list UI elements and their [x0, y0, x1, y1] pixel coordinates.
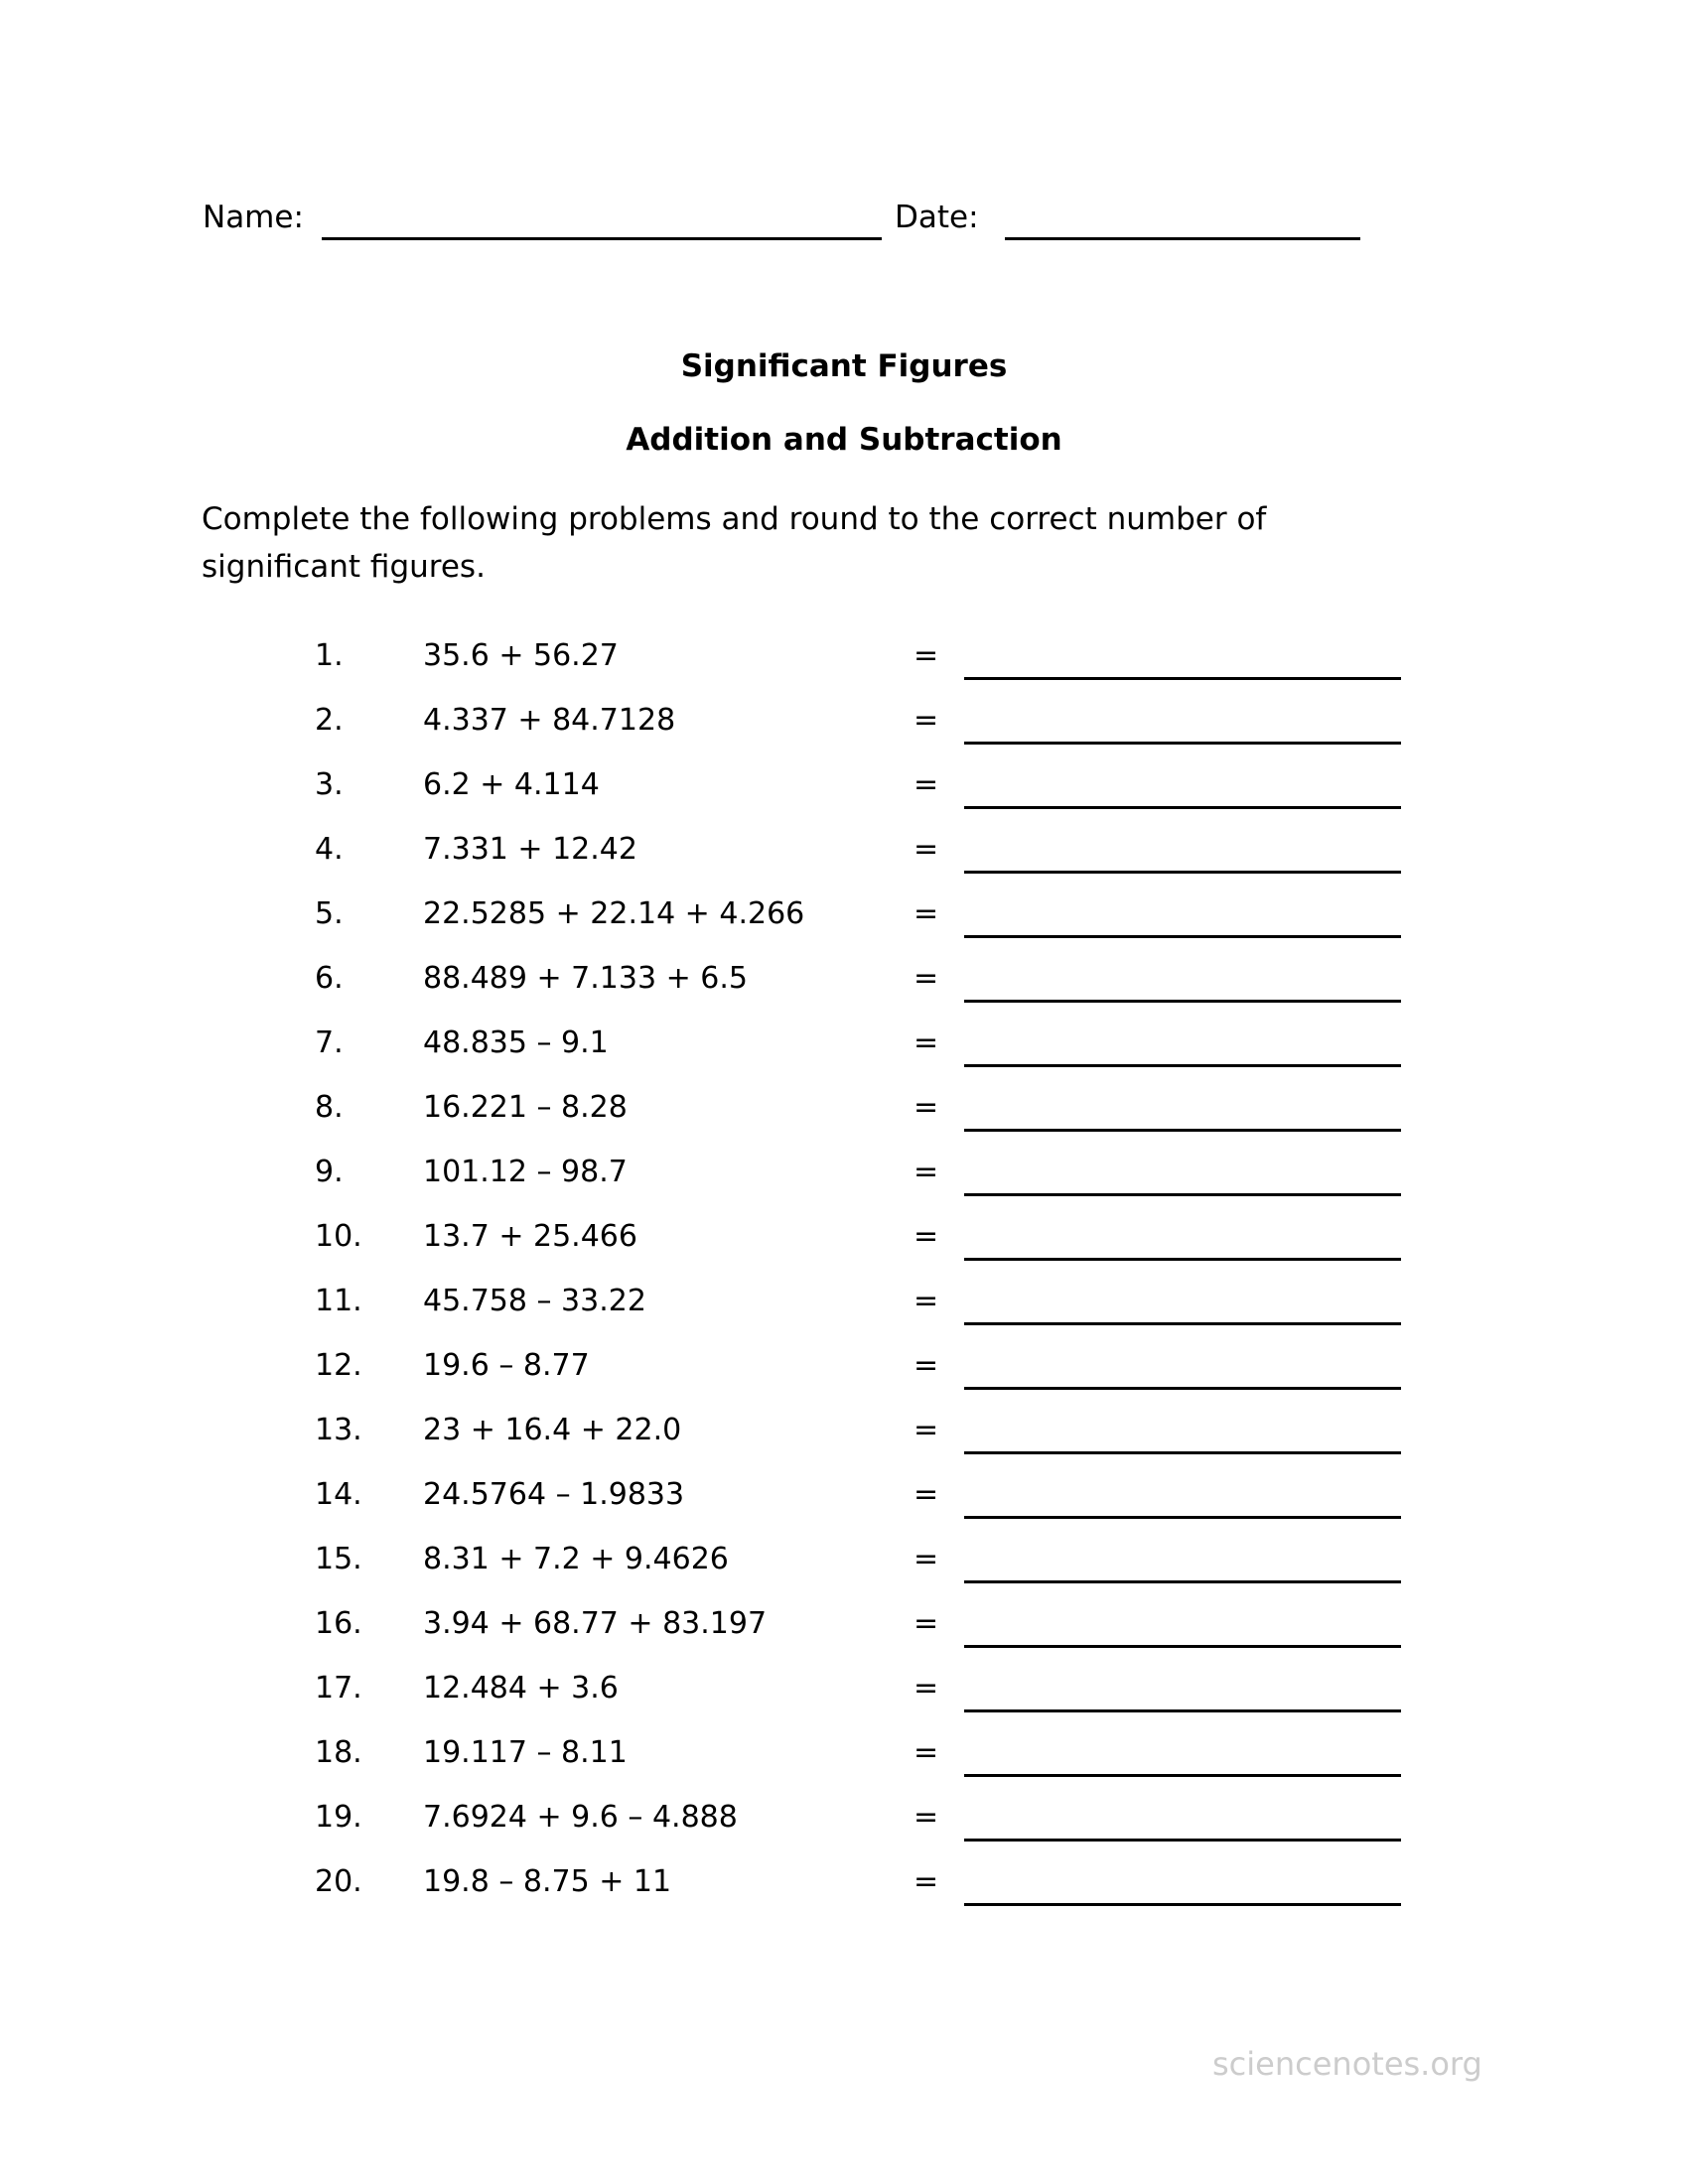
answer-blank-line[interactable]: [964, 1159, 1401, 1196]
problem-expression: 35.6 + 56.27: [423, 638, 619, 673]
problem-expression: 7.331 + 12.42: [423, 832, 637, 867]
problem-row: [0, 896, 1688, 961]
equals-sign: =: [914, 1864, 939, 1899]
equals-sign: =: [914, 1090, 939, 1125]
date-blank-line[interactable]: [1005, 203, 1360, 240]
problem-expression: 12.484 + 3.6: [423, 1671, 619, 1706]
problem-expression: 4.337 + 84.7128: [423, 703, 676, 738]
equals-sign: =: [914, 1542, 939, 1576]
problem-expression: 19.117 – 8.11: [423, 1735, 628, 1770]
problem-row: [0, 1477, 1688, 1542]
equals-sign: =: [914, 1025, 939, 1060]
answer-blank-line[interactable]: [964, 1868, 1401, 1906]
equals-sign: =: [914, 1413, 939, 1447]
equals-sign: =: [914, 767, 939, 802]
problem-row: [0, 1348, 1688, 1413]
answer-blank-line[interactable]: [964, 1739, 1401, 1777]
problem-expression: 13.7 + 25.466: [423, 1219, 637, 1254]
problem-row: [0, 767, 1688, 832]
problem-expression: 101.12 – 98.7: [423, 1155, 628, 1189]
problem-number: 3.: [315, 767, 344, 802]
equals-sign: =: [914, 1348, 939, 1383]
answer-blank-line[interactable]: [964, 1610, 1401, 1648]
answer-blank-line[interactable]: [964, 1417, 1401, 1454]
equals-sign: =: [914, 1477, 939, 1512]
problem-number: 4.: [315, 832, 344, 867]
instructions-text: Complete the following problems and round to the correct number of significant figures.: [202, 501, 1267, 585]
worksheet-title: Significant Figures: [680, 348, 1008, 384]
name-blank-line[interactable]: [322, 203, 882, 240]
problem-row: [0, 1542, 1688, 1606]
problem-row: [0, 961, 1688, 1025]
problem-number: 19.: [315, 1800, 362, 1835]
problem-expression: 8.31 + 7.2 + 9.4626: [423, 1542, 729, 1576]
answer-blank-line[interactable]: [964, 1029, 1401, 1067]
problem-row: [0, 703, 1688, 767]
problem-number: 9.: [315, 1155, 344, 1189]
problem-number: 14.: [315, 1477, 362, 1512]
answer-blank-line[interactable]: [964, 836, 1401, 874]
problem-expression: 23 + 16.4 + 22.0: [423, 1413, 682, 1447]
problem-number: 10.: [315, 1219, 362, 1254]
problem-row: [0, 1864, 1688, 1929]
equals-sign: =: [914, 703, 939, 738]
answer-blank-line[interactable]: [964, 1675, 1401, 1712]
equals-sign: =: [914, 1155, 939, 1189]
answer-blank-line[interactable]: [964, 1804, 1401, 1842]
answer-blank-line[interactable]: [964, 900, 1401, 938]
problem-row: [0, 1800, 1688, 1864]
watermark-text: sciencenotes.org: [1212, 2045, 1482, 2083]
answer-blank-line[interactable]: [964, 707, 1401, 745]
problem-number: 11.: [315, 1284, 362, 1318]
problem-number: 5.: [315, 896, 344, 931]
problem-expression: 45.758 – 33.22: [423, 1284, 646, 1318]
problem-row: [0, 832, 1688, 896]
problem-number: 13.: [315, 1413, 362, 1447]
equals-sign: =: [914, 1219, 939, 1254]
problem-expression: 48.835 – 9.1: [423, 1025, 609, 1060]
problem-expression: 19.8 – 8.75 + 11: [423, 1864, 672, 1899]
equals-sign: =: [914, 1735, 939, 1770]
problem-row: [0, 1735, 1688, 1800]
answer-blank-line[interactable]: [964, 1094, 1401, 1132]
answer-blank-line[interactable]: [964, 965, 1401, 1003]
answer-blank-line[interactable]: [964, 1546, 1401, 1583]
answer-blank-line[interactable]: [964, 1481, 1401, 1519]
problem-number: 1.: [315, 638, 344, 673]
answer-blank-line[interactable]: [964, 1352, 1401, 1390]
problem-expression: 88.489 + 7.133 + 6.5: [423, 961, 748, 996]
problem-expression: 22.5285 + 22.14 + 4.266: [423, 896, 805, 931]
problem-expression: 16.221 – 8.28: [423, 1090, 628, 1125]
date-label: Date:: [895, 200, 979, 235]
equals-sign: =: [914, 1800, 939, 1835]
answer-blank-line[interactable]: [964, 1223, 1401, 1261]
problem-expression: 3.94 + 68.77 + 83.197: [423, 1606, 768, 1641]
answer-blank-line[interactable]: [964, 771, 1401, 809]
problem-number: 15.: [315, 1542, 362, 1576]
problem-row: [0, 1025, 1688, 1090]
problem-number: 16.: [315, 1606, 362, 1641]
problem-number: 12.: [315, 1348, 362, 1383]
problem-expression: 19.6 – 8.77: [423, 1348, 590, 1383]
equals-sign: =: [914, 1284, 939, 1318]
problem-expression: 7.6924 + 9.6 – 4.888: [423, 1800, 738, 1835]
problem-number: 8.: [315, 1090, 344, 1125]
problem-number: 17.: [315, 1671, 362, 1706]
equals-sign: =: [914, 896, 939, 931]
problem-expression: 6.2 + 4.114: [423, 767, 600, 802]
problem-number: 6.: [315, 961, 344, 996]
problem-row: [0, 638, 1688, 703]
problem-row: [0, 1606, 1688, 1671]
problem-row: [0, 1671, 1688, 1735]
problem-number: 7.: [315, 1025, 344, 1060]
problem-number: 2.: [315, 703, 344, 738]
equals-sign: =: [914, 638, 939, 673]
problem-row: [0, 1090, 1688, 1155]
equals-sign: =: [914, 1671, 939, 1706]
equals-sign: =: [914, 1606, 939, 1641]
problem-number: 20.: [315, 1864, 362, 1899]
worksheet-subtitle: Addition and Subtraction: [626, 422, 1062, 458]
problem-row: [0, 1284, 1688, 1348]
equals-sign: =: [914, 832, 939, 867]
problem-row: [0, 1413, 1688, 1477]
problem-expression: 24.5764 – 1.9833: [423, 1477, 685, 1512]
problem-row: [0, 1219, 1688, 1284]
problem-row: [0, 1155, 1688, 1219]
answer-blank-line[interactable]: [964, 642, 1401, 680]
problem-number: 18.: [315, 1735, 362, 1770]
equals-sign: =: [914, 961, 939, 996]
name-label: Name:: [203, 200, 304, 235]
answer-blank-line[interactable]: [964, 1288, 1401, 1325]
